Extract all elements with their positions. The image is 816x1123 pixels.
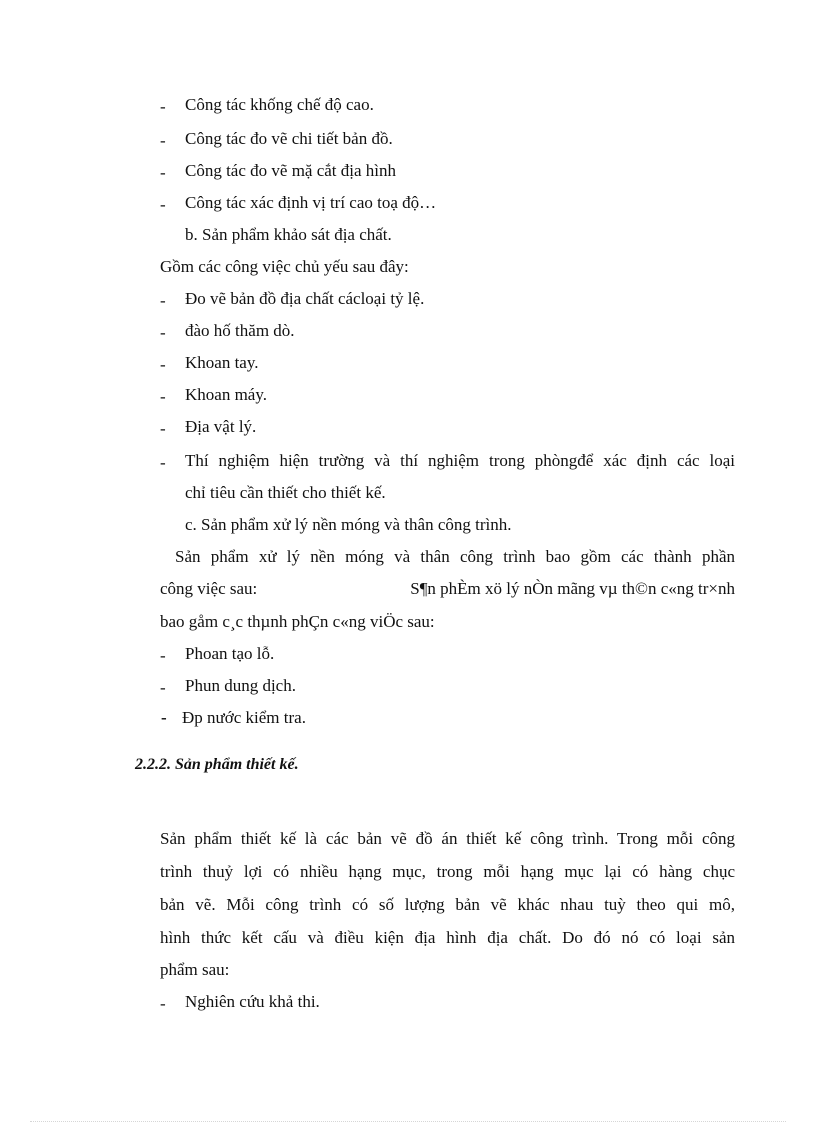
- bullet-dash-icon: -: [160, 195, 166, 214]
- list-item: Công tác khống chế độ cao.: [185, 95, 374, 114]
- bullet-dash-icon: -: [160, 291, 166, 310]
- paragraph-line: Sản phẩm thiết kế là các bản vẽ đồ án thiết kế công trình. Trong mỗi công: [160, 829, 735, 848]
- bullet-dash-icon: -: [160, 355, 166, 374]
- bullet-dash-icon: -: [160, 163, 166, 182]
- paragraph-line: Sản phẩm xử lý nền móng và thân công trình bao gồm các thành phần: [175, 547, 735, 566]
- subsection-title-b: b. Sản phẩm khảo sát địa chất.: [185, 225, 392, 244]
- garbled-text: bao gåm c¸c thµnh phÇn c«ng viÖc sau:: [160, 612, 435, 631]
- bullet-dash-icon: -: [160, 994, 166, 1013]
- list-item: Đp nước kiểm tra.: [182, 708, 306, 727]
- list-item: Công tác đo vẽ chi tiết bản đồ.: [185, 129, 393, 148]
- list-item: Phun dung dịch.: [185, 676, 296, 695]
- list-item: Phoan tạo lỗ.: [185, 644, 275, 663]
- page-footer-rule: [30, 1121, 786, 1122]
- list-item: Nghiên cứu khả thi.: [185, 992, 320, 1011]
- garbled-text: S¶n phÈm xö lý nÒn mãng vµ th©n c«ng tr×nh: [410, 579, 735, 598]
- list-item: đào hố thăm dò.: [185, 321, 295, 340]
- paragraph-line: bản vẽ. Mỗi công trình có số lượng bản vẽ khác nhau tuỳ theo qui mô,: [160, 895, 735, 914]
- paragraph-line: công việc sau:: [160, 579, 258, 598]
- paragraph-line: phẩm sau:: [160, 960, 230, 979]
- bullet-dash-icon: -: [160, 453, 166, 472]
- list-item: Công tác đo vẽ mặ cắt địa hình: [185, 161, 397, 180]
- paragraph-line: trình thuỷ lợi có nhiều hạng mục, trong mỗi hạng mục lại có hàng chục: [160, 862, 735, 881]
- list-item: Công tác xác định vị trí cao toạ độ…: [185, 193, 437, 212]
- bullet-dash-icon: -: [161, 708, 167, 727]
- bullet-dash-icon: -: [160, 97, 166, 116]
- bullet-dash-icon: -: [160, 419, 166, 438]
- bullet-dash-icon: -: [160, 387, 166, 406]
- bullet-dash-icon: -: [160, 131, 166, 150]
- bullet-dash-icon: -: [160, 323, 166, 342]
- bullet-dash-icon: -: [160, 646, 166, 665]
- section-heading: 2.2.2. Sản phẩm thiết kế.: [135, 756, 299, 773]
- paragraph-intro: Gồm các công việc chủ yếu sau đây:: [160, 257, 409, 276]
- bullet-dash-icon: -: [160, 678, 166, 697]
- list-item-continuation: chỉ tiêu cần thiết cho thiết kế.: [185, 483, 386, 502]
- list-item: Khoan máy.: [185, 385, 267, 404]
- list-item: Khoan tay.: [185, 353, 259, 372]
- list-item: Địa vật lý.: [185, 417, 257, 436]
- list-item: Đo vẽ bản đồ địa chất cácloại tỷ lệ.: [185, 289, 425, 308]
- subsection-title-c: c. Sản phẩm xử lý nền móng và thân công trình.: [185, 515, 512, 534]
- paragraph-line: hình thức kết cấu và điều kiện địa hình địa chất. Do đó nó có loại sản: [160, 928, 735, 947]
- list-item-line: Thí nghiệm hiện trường và thí nghiệm trong phòngđể xác định các loại: [185, 451, 735, 470]
